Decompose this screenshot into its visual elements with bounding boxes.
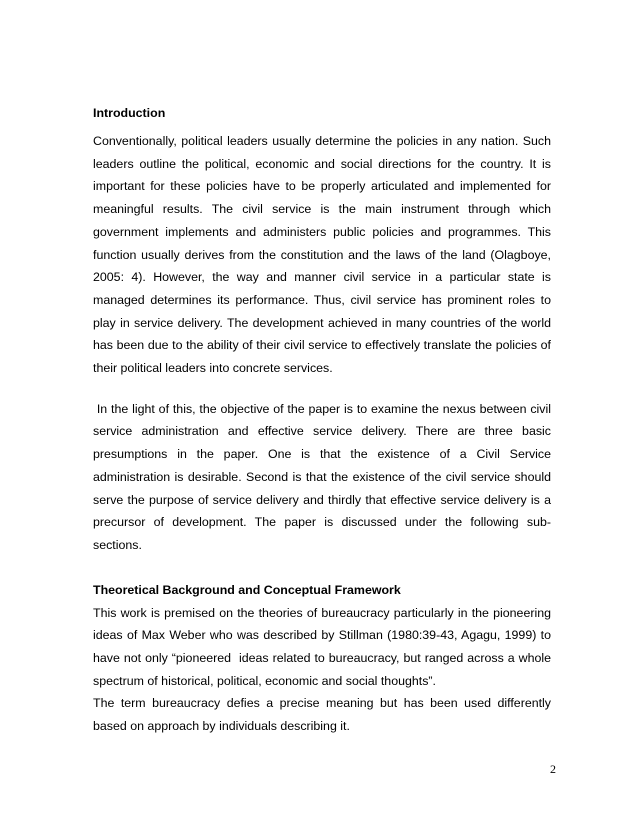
section-heading-theoretical-background: Theoretical Background and Conceptual Framework bbox=[93, 582, 401, 597]
page-number: 2 bbox=[550, 762, 556, 776]
paragraph-theory-weber: This work is premised on the theories of bureaucracy particularly in the pioneering ideas of Max Weber who was described by Stillman (1980:39-43, Agagu, 1999) to have not only “pioneered ideas related to bureaucracy, but ranged across a whole spectrum of historical, political, economic and social thoughts”. bbox=[93, 605, 555, 688]
paragraph-introduction: Conventionally, political leaders usually determine the policies in any nation. Such leaders outline the political, economic and social directions for the country. It is important for these policies have to be properly articulated and implemented for meaningful results. The civil service is the main instrument through which government implements and administers public policies and programmes. This function usually derives from the constitution and the laws of the land (Olagboye, 2005: 4). However, the way and manner civil service in a particular state is managed determines its performance. Thus, civil service has prominent roles to play in service delivery. The development achieved in many countries of the world has been due to the ability of their civil service to effectively translate the policies of their political leaders into concrete services. bbox=[93, 134, 551, 376]
page-body bbox=[93, 101, 555, 738]
section-heading-introduction: Introduction bbox=[93, 106, 166, 120]
paragraph-objective: In the light of this, the objective of the paper is to examine the nexus between civil service administration and effective service delivery. There are three basic presumptions in the paper. One is that the existence of a Civil Service administration is desirable. Second is that the existence of the civil service should serve the purpose of service delivery and thirdly that effective service delivery is a precursor of development. The paper is discussed under the following sub-sections. bbox=[93, 401, 555, 552]
paragraph-bureaucracy-definition: The term bureaucracy defies a precise meaning but has been used differently based on approach by individuals describing it. bbox=[93, 696, 551, 734]
